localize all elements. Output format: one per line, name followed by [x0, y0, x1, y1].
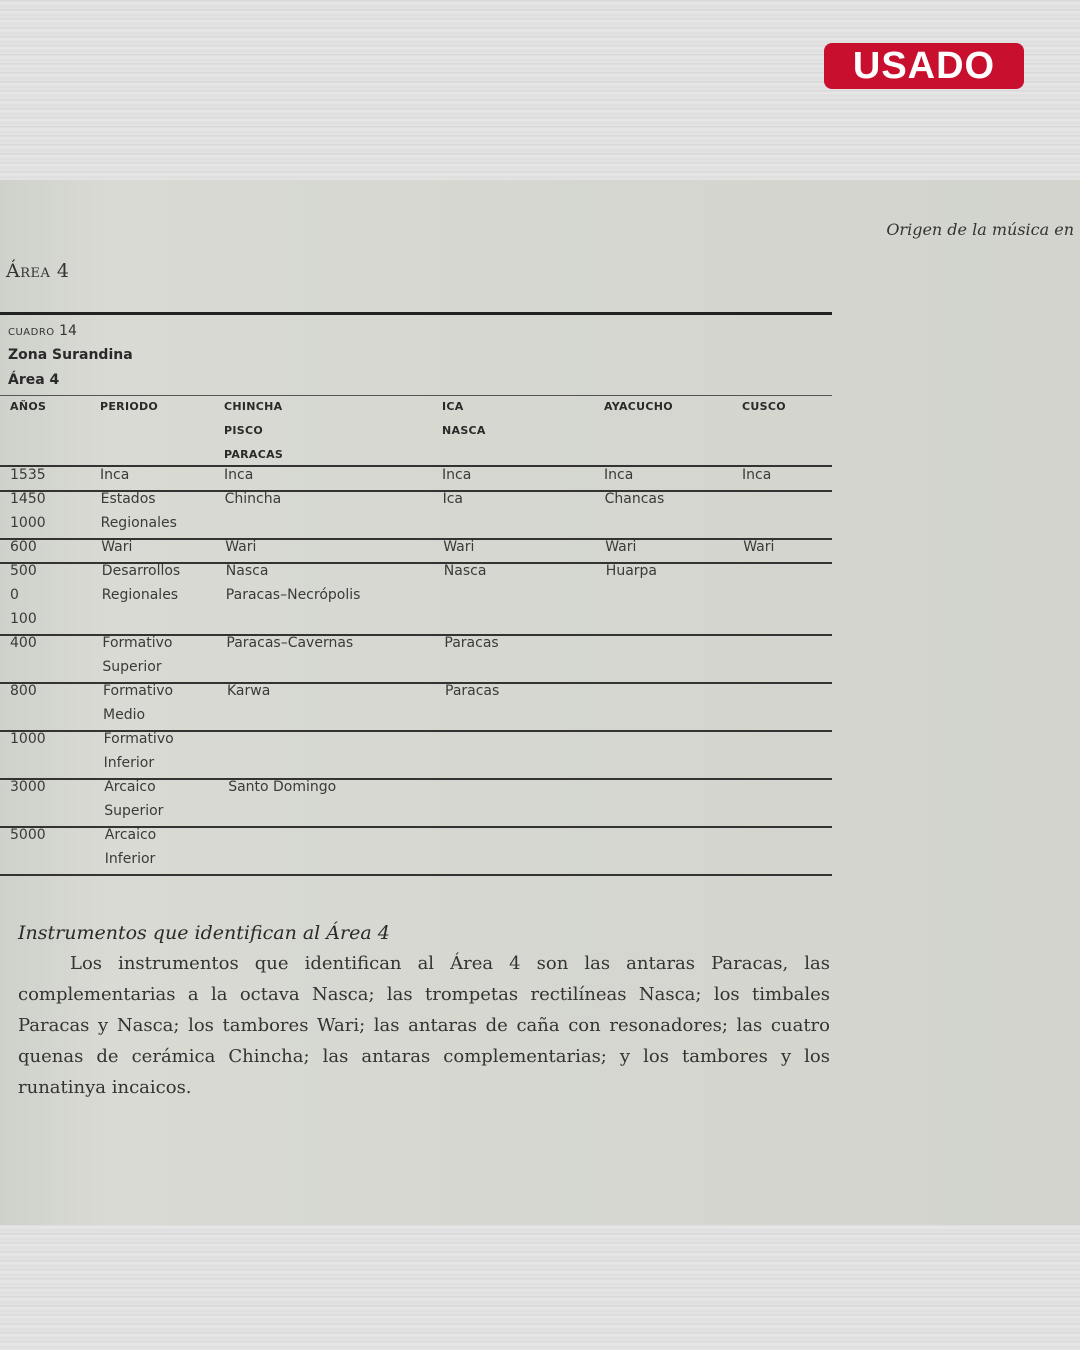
header-chincha: PISCO	[224, 424, 264, 437]
table-cell-periodo: Inferior	[104, 851, 156, 867]
table-cell-anos: 1000	[10, 731, 46, 747]
table-cell-periodo: Formativo	[102, 635, 173, 651]
table-cell-cusco: Wari	[743, 539, 775, 555]
table-cell-ayacucho: Wari	[605, 539, 637, 555]
area-title: Área 4	[6, 260, 70, 282]
title-rule	[0, 312, 832, 315]
table-cell-chincha: Santo Domingo	[228, 779, 337, 795]
header-ica: NASCA	[442, 424, 486, 437]
table-cell-chincha: Paracas–Necrópolis	[225, 587, 361, 603]
caption-number: 14	[59, 323, 77, 339]
header-cusco: CUSCO	[742, 400, 786, 413]
table-rule	[0, 395, 832, 396]
table-cell-anos: 1450	[10, 491, 46, 507]
table-cell-chincha: Karwa	[227, 683, 271, 699]
table-rule	[0, 874, 832, 876]
table-cell-periodo: Superior	[102, 659, 162, 675]
header-chincha: PARACAS	[224, 448, 284, 461]
table-cell-periodo: Arcaico	[104, 827, 157, 843]
table-cell-chincha: Chincha	[224, 491, 282, 507]
table-cell-periodo: Wari	[101, 539, 133, 555]
table-cell-periodo: Superior	[104, 803, 164, 819]
table-cell-anos: 600	[10, 539, 37, 555]
table-cell-periodo: Inca	[100, 467, 130, 483]
caption-label: CUADRO	[8, 327, 55, 338]
header-chincha: CHINCHA	[224, 400, 283, 413]
table-cell-chincha: Paracas–Cavernas	[226, 635, 354, 651]
table-cell-anos: 500	[10, 563, 37, 579]
table-cell-periodo: Regionales	[101, 587, 179, 603]
table-cell-ica: Inca	[442, 467, 472, 483]
table-caption-zone: Zona Surandina	[8, 347, 133, 363]
used-badge: USADO	[824, 43, 1024, 89]
table-cell-periodo: Regionales	[100, 515, 177, 531]
table-cell-ica: Wari	[443, 539, 475, 555]
table-cell-periodo: Desarrollos	[101, 563, 181, 579]
header-ica: ICA	[442, 400, 464, 413]
table-cell-periodo: Estados	[100, 491, 156, 507]
table-cell-chincha: Nasca	[225, 563, 269, 579]
table-cell-chincha: Inca	[224, 467, 254, 483]
table-caption-area: Área 4	[8, 372, 60, 388]
table-cell-anos: 3000	[10, 779, 46, 795]
table-caption-number	[8, 323, 77, 339]
table-cell-ica: Ica	[442, 491, 463, 507]
table-cell-ica: Paracas	[444, 635, 499, 651]
header-anos: AÑOS	[10, 400, 47, 413]
table-cell-periodo: Formativo	[103, 731, 174, 747]
table-cell-anos: 800	[10, 683, 37, 699]
table-cell-ayacucho: Chancas	[604, 491, 665, 507]
table-cell-periodo: Medio	[103, 707, 146, 723]
table-cell-anos: 5000	[10, 827, 46, 843]
table-cell-anos: 0	[10, 587, 19, 603]
book-page	[0, 180, 1080, 1225]
table-cell-anos: 1535	[10, 467, 46, 483]
table-cell-ayacucho: Inca	[604, 467, 634, 483]
table-cell-periodo: Inferior	[103, 755, 155, 771]
running-head: Origen de la música en	[886, 220, 1074, 239]
body-paragraph: Los instrumentos que identifican al Área 4 son las antaras Paracas, las complementarias a la octava Nasca; las trompetas rectilíneas Nasca; los timbales Paracas y Nasca; los tambores Wari; las antaras de caña con resonadores; las cuatro quenas de cerámica Chincha; las antaras complementarias; y los tambores y los runatinya incaicos.	[18, 953, 830, 1098]
table-cell-ayacucho: Huarpa	[605, 563, 657, 579]
table-cell-anos: 1000	[10, 515, 46, 531]
header-ayacucho: AYACUCHO	[604, 400, 673, 413]
table-cell-ica: Paracas	[445, 683, 500, 699]
table-cell-chincha: Wari	[225, 539, 257, 555]
table-cell-periodo: Formativo	[103, 683, 174, 699]
header-periodo: PERIODO	[100, 400, 159, 413]
table-cell-anos: 400	[10, 635, 37, 651]
table-cell-anos: 100	[10, 611, 37, 627]
table-cell-ica: Nasca	[443, 563, 487, 579]
table-cell-periodo: Arcaico	[104, 779, 156, 795]
section-title: Instrumentos que identifican al Área 4	[18, 922, 390, 944]
table-cell-cusco: Inca	[742, 467, 772, 483]
